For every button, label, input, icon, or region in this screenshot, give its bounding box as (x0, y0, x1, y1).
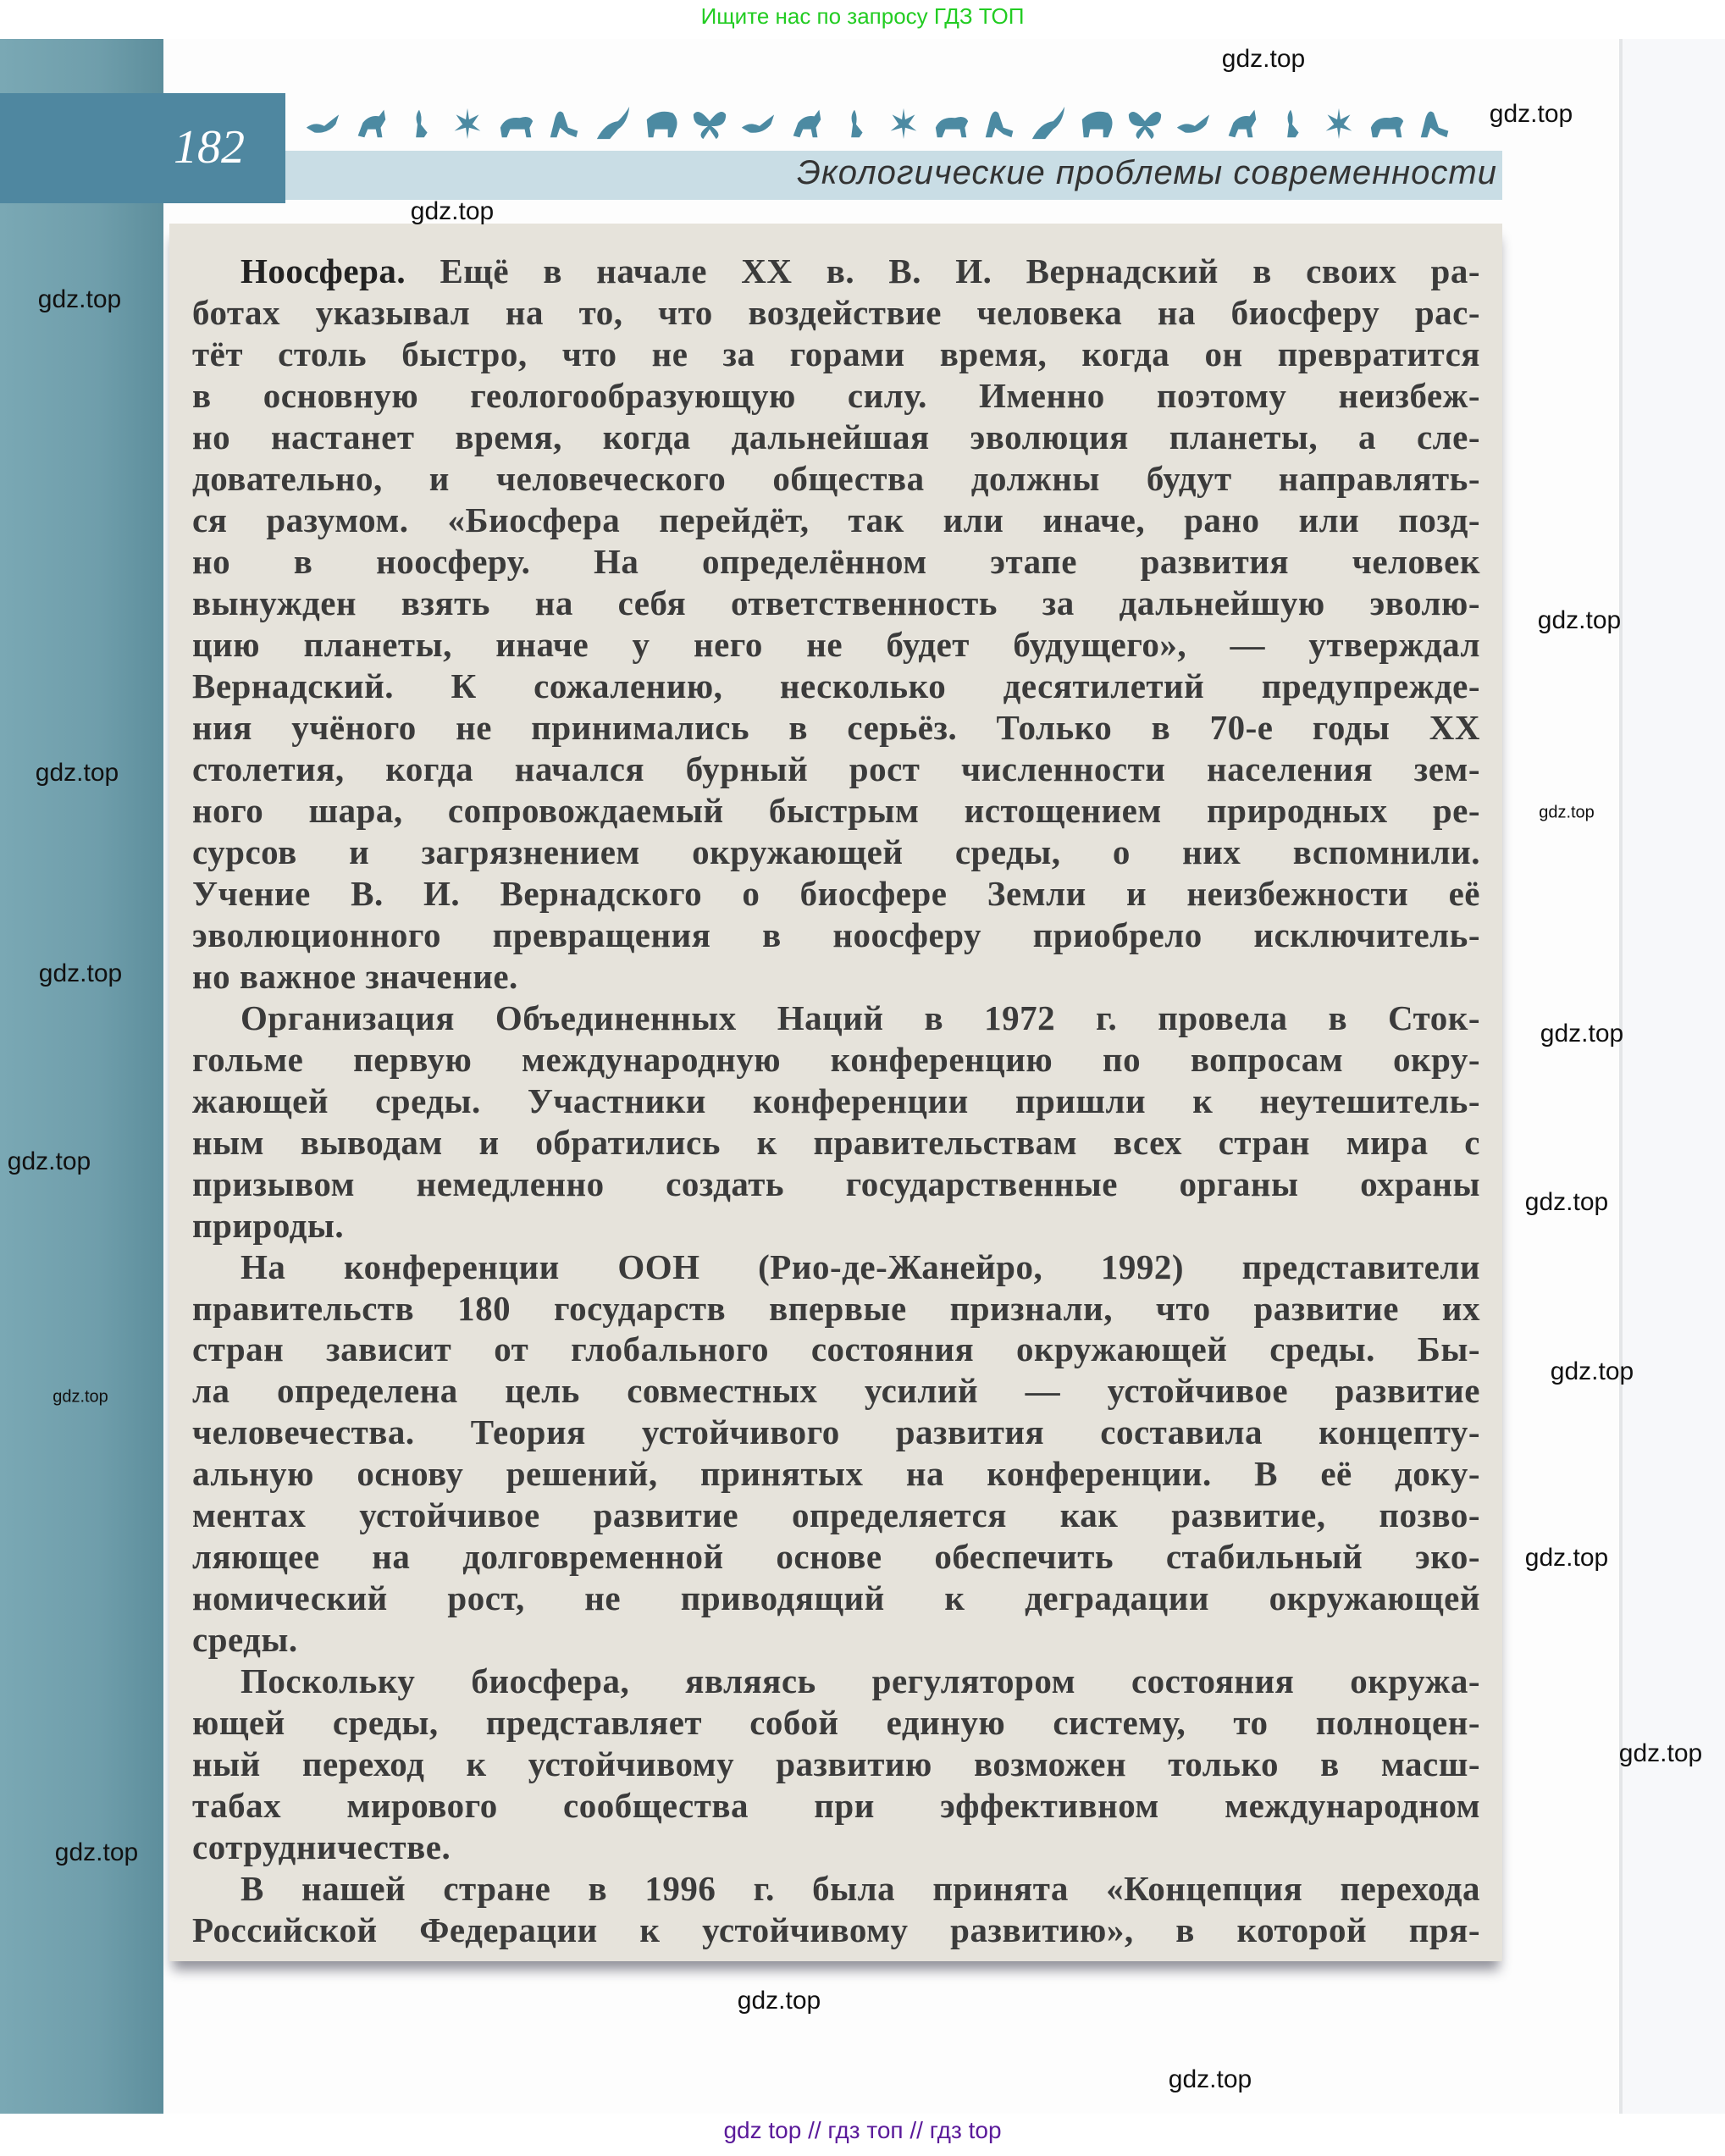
animal-silhouette-icon (1416, 103, 1455, 142)
text-line (192, 1164, 1480, 1205)
animal-silhouette-icon (1077, 103, 1116, 142)
text-line-content: Организация Объединенных Наций в 1972 г. провела в Сток- (241, 998, 1480, 1037)
text-line-content: номический рост, не приводящий к деградации окружающей (192, 1578, 1480, 1618)
animal-silhouette-icon (835, 103, 874, 142)
footer-links-banner: gdz top // гдз топ // гдз top (723, 2117, 1002, 2143)
watermark-label: gdz.top (53, 1387, 108, 1407)
text-line (192, 583, 1480, 624)
text-line-content: Ещё в начале XX в. В. И. Вернадский в своих ра- (440, 252, 1481, 290)
text-line (192, 1744, 1480, 1785)
animal-silhouette-icon (1368, 103, 1407, 142)
lead-term: Ноосфера. (241, 252, 406, 290)
text-line-content: но настанет время, когда дальнейшая эволюция планеты, а сле- (192, 417, 1480, 456)
animal-silhouette-icon (1222, 103, 1261, 142)
animal-silhouette-icon (351, 103, 390, 142)
text-line (192, 1536, 1480, 1578)
animal-silhouette-icon (545, 103, 584, 142)
animal-silhouette-icon (690, 103, 729, 142)
text-line-content: альную основу решений, принятых на конференции. В её доку- (192, 1454, 1480, 1494)
text-panel (169, 224, 1502, 1961)
text-line-content: но важное значение. (192, 956, 518, 996)
text-line (192, 1578, 1480, 1619)
animal-silhouette-icon (400, 103, 439, 142)
animal-silhouette-icon (642, 103, 681, 142)
text-line (241, 1247, 1480, 1288)
text-line-content: ляющее на долговременной основе обеспечить стабильный эко- (192, 1537, 1480, 1577)
text-line (192, 1702, 1480, 1744)
chapter-title: Экологические проблемы современности (797, 154, 1497, 191)
text-line-content: столетия, когда начался бурный рост численности населения зем- (192, 749, 1480, 788)
adjacent-page-margin (1623, 39, 1725, 2114)
text-line (192, 375, 1480, 417)
watermark-label: gdz.top (1168, 2065, 1252, 2093)
animal-silhouette-icon (932, 103, 971, 142)
text-line (192, 1495, 1480, 1536)
text-line-content: сотрудничестве. (192, 1827, 451, 1867)
watermark-label: gdz.top (38, 959, 123, 987)
text-line-content: в основную геологообразующую силу. Именно поэтому неизбеж- (192, 375, 1480, 415)
watermark-label: gdz.top (410, 197, 495, 225)
text-line-content: тёт столь быстро, что не за горами время, когда он превратится (192, 334, 1480, 373)
text-line-content: ния учёного не принимались в серьёз. Только в 70-е годы XX (192, 707, 1480, 747)
text-line (192, 1122, 1480, 1164)
text-line-content: табах мирового сообщества при эффективном международном (192, 1786, 1480, 1826)
text-line (192, 1453, 1480, 1495)
watermark-label: gdz.top (35, 759, 119, 787)
text-line-content: Поскольку биосфера, являясь регулятором состояния окружа- (241, 1661, 1480, 1701)
text-line (192, 458, 1480, 500)
watermark-label: gdz.top (1618, 1739, 1703, 1767)
text-line (192, 956, 1480, 998)
text-line (192, 500, 1480, 541)
text-line (192, 707, 1480, 749)
watermark-label: gdz.top (1524, 1544, 1609, 1572)
text-line-content: вынужден взять на себя ответственность за дальнейшую эволю- (192, 583, 1480, 622)
watermark-label: gdz.top (54, 1838, 139, 1866)
text-line-content: эволюционного превращения в ноосферу приобрело исключитель- (192, 915, 1480, 954)
page-spine-strip (0, 39, 163, 2114)
text-line (241, 1868, 1480, 1910)
chapter-header-band (285, 151, 1502, 200)
watermark-label: gdz.top (37, 285, 122, 313)
text-line-content: человечества. Теория устойчивого развития составила концепту- (192, 1412, 1480, 1452)
animal-silhouettes-ornament (303, 95, 1455, 142)
text-line (192, 1370, 1480, 1412)
animal-silhouette-icon (1271, 103, 1310, 142)
animal-silhouette-icon (787, 103, 826, 142)
text-line-content: Российской Федерации к устойчивому развитию», в которой пря- (192, 1910, 1480, 1950)
text-line (192, 1412, 1480, 1453)
text-line-content: призывом немедленно создать государственные органы охраны (192, 1164, 1480, 1203)
text-line-content: Вернадский. К сожалению, несколько десятилетий предупрежде- (192, 666, 1480, 705)
animal-silhouette-icon (497, 103, 536, 142)
watermark-label: gdz.top (1524, 1188, 1609, 1216)
text-line (241, 1661, 1480, 1702)
text-line-content: На конференции ООН (Рио-де-Жанейро, 1992) представители (241, 1247, 1480, 1286)
text-line-content: цию планеты, иначе у него не будет будущего», — утверждал (192, 624, 1480, 664)
animal-silhouette-icon (1029, 103, 1068, 142)
text-line (192, 915, 1480, 956)
watermark-label: gdz.top (1550, 1357, 1634, 1385)
text-line (192, 790, 1480, 832)
watermark-label: gdz.top (1537, 606, 1622, 634)
text-line (192, 1039, 1480, 1081)
text-line-content: правительств 180 государств впервые признали, что развитие их (192, 1288, 1480, 1328)
text-line (192, 1205, 1480, 1247)
text-line-content: ющей среды, представляет собой единую систему, то полноцен- (192, 1703, 1480, 1743)
text-line (192, 334, 1480, 375)
text-line (192, 1081, 1480, 1122)
text-line (192, 417, 1480, 458)
text-line-content: природы. (192, 1205, 345, 1245)
watermark-label: gdz.top (737, 1987, 821, 2015)
text-line (192, 1329, 1480, 1370)
animal-silhouette-icon (1319, 103, 1358, 142)
page-number-box (0, 93, 285, 203)
animal-silhouette-icon (303, 103, 342, 142)
page-number: 182 (174, 121, 245, 174)
text-line (192, 292, 1480, 334)
text-line-content: ментах устойчивое развитие определяется как развитие, позво- (192, 1495, 1480, 1535)
watermark-label: gdz.top (1489, 100, 1573, 128)
search-hint-banner: Ищите нас по запросу ГДЗ ТОП (700, 3, 1025, 29)
text-line-content: жающей среды. Участники конференции пришли к неутешитель- (192, 1081, 1480, 1120)
text-line (192, 873, 1480, 915)
text-line (192, 1785, 1480, 1827)
watermark-label: gdz.top (1221, 45, 1306, 73)
text-line-content: среды. (192, 1620, 298, 1660)
text-line-content: гольме первую международную конференцию по вопросам окру- (192, 1039, 1480, 1079)
text-line-content: стран зависит от глобального состояния окружающей среды. Бы- (192, 1330, 1480, 1369)
watermark-label: gdz.top (1540, 1020, 1624, 1048)
animal-silhouette-icon (1125, 103, 1164, 142)
text-line-content: ным выводам и обратились к правительствам всех стран мира с (192, 1122, 1480, 1162)
animal-silhouette-icon (981, 103, 1020, 142)
text-line-content: ся разумом. «Биосфера перейдёт, так или иначе, рано или позд- (192, 500, 1480, 539)
text-line (192, 541, 1480, 583)
text-line (241, 251, 1480, 292)
watermark-label: gdz.top (1539, 803, 1595, 822)
animal-silhouette-icon (884, 103, 923, 142)
text-line (241, 998, 1480, 1039)
text-line-content: ный переход к устойчивому развитию возможен только в масш- (192, 1744, 1480, 1784)
text-line (192, 624, 1480, 666)
text-line (192, 1910, 1480, 1951)
text-line-content: ного шара, сопровождаемый быстрым истощением природных ре- (192, 790, 1480, 830)
text-line-content: В нашей стране в 1996 г. была принята «Концепция перехода (241, 1869, 1480, 1909)
text-line-content: ла определена цель совместных усилий — устойчивое развитие (192, 1371, 1480, 1411)
animal-silhouette-icon (594, 103, 633, 142)
animal-silhouette-icon (738, 103, 777, 142)
text-line-content: сурсов и загрязнением окружающей среды, о них вспомнили. (192, 832, 1480, 871)
text-line-content: ботах указывал на то, что воздействие человека на биосферу рас- (192, 292, 1480, 332)
text-line (192, 1619, 1480, 1661)
animal-silhouette-icon (448, 103, 487, 142)
animal-silhouette-icon (1174, 103, 1213, 142)
watermark-label: gdz.top (7, 1147, 91, 1175)
text-line (192, 749, 1480, 790)
text-line (192, 1288, 1480, 1330)
text-line-content: но в ноосферу. На определённом этапе развития человек (192, 541, 1480, 581)
text-line (192, 666, 1480, 707)
text-line-content: Учение В. И. Вернадского о биосфере Земли и неизбежности её (192, 873, 1480, 913)
text-line (192, 832, 1480, 873)
text-line-content: довательно, и человеческого общества должны будут направлять- (192, 458, 1480, 498)
text-line (192, 1827, 1480, 1868)
